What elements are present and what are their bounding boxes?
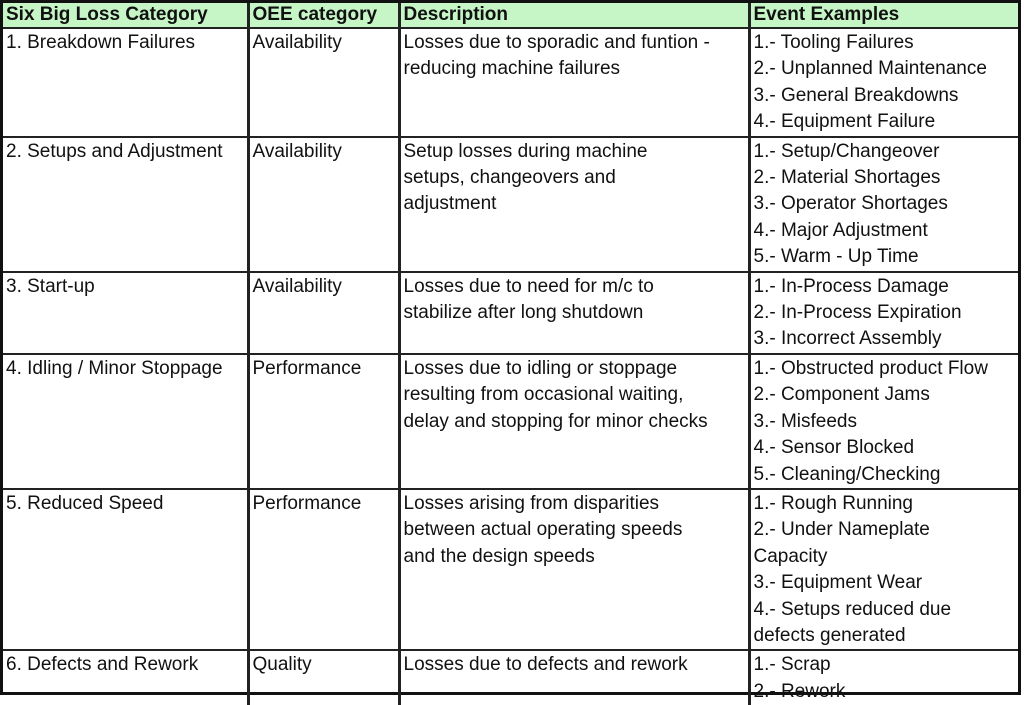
oee-category-cell: Performance	[248, 354, 399, 489]
event-example: 3.- Incorrect Assembly	[753, 328, 942, 350]
description-line: Losses due to idling or stoppage	[403, 357, 678, 379]
event-example: 1.- Rough Running	[753, 492, 913, 514]
event-example: 4.- Major Adjustment	[753, 219, 928, 241]
event-example: 5.- Cleaning/Checking	[753, 463, 941, 485]
header-six-big-loss-category: Six Big Loss Category	[3, 3, 248, 28]
event-example: 1.- Setup/Changeover	[753, 140, 940, 162]
loss-category-cell: 1. Breakdown Failures	[3, 28, 248, 137]
description-cell	[399, 137, 749, 272]
table-row	[3, 28, 1018, 137]
oee-category-cell: Availability	[248, 137, 399, 272]
oee-category-cell: Availability	[248, 272, 399, 354]
event-example: 5.- Warm - Up Time	[753, 246, 919, 268]
event-example: 1.- In-Process Damage	[753, 275, 949, 297]
event-example: 3.- Misfeeds	[753, 410, 857, 432]
event-example: 3.- Equipment Wear	[753, 572, 923, 594]
table-row	[3, 272, 1018, 354]
table-row	[3, 650, 1018, 705]
event-example: 1.- Obstructed product Flow	[753, 357, 988, 379]
header-oee-category: OEE category	[248, 3, 399, 28]
table-header-row	[3, 3, 1018, 28]
table-row	[3, 354, 1018, 489]
loss-category-cell: 5. Reduced Speed	[3, 489, 248, 650]
event-examples-cell	[749, 354, 1018, 489]
event-examples-cell	[749, 272, 1018, 354]
description-line: and the design speeds	[403, 545, 595, 567]
event-example: 2.- Unplanned Maintenance	[753, 58, 987, 80]
description-line: Setup losses during machine	[403, 140, 648, 162]
event-example: 1.- Scrap	[753, 654, 831, 676]
description-line: delay and stopping for minor checks	[403, 410, 708, 432]
oee-category-cell: Quality	[248, 650, 399, 705]
description-line: setups, changeovers and	[403, 167, 616, 189]
table-row	[3, 489, 1018, 650]
description-line: Losses due to need for m/c to	[403, 275, 654, 297]
six-big-losses-table	[3, 3, 1018, 705]
event-example: 4.- Equipment Failure	[753, 111, 936, 133]
description-cell	[399, 489, 749, 650]
header-description: Description	[399, 3, 749, 28]
description-cell	[399, 28, 749, 137]
description-cell	[399, 272, 749, 354]
description-cell	[399, 354, 749, 489]
description-line: adjustment	[403, 193, 497, 215]
description-cell	[399, 650, 749, 705]
description-line: between actual operating speeds	[403, 519, 683, 541]
event-examples-cell	[749, 489, 1018, 650]
description-line: resulting from occasional waiting,	[403, 384, 684, 406]
event-example: 3.- Operator Shortages	[753, 193, 948, 215]
oee-category-cell: Performance	[248, 489, 399, 650]
event-example: 2.- In-Process Expiration	[753, 302, 962, 324]
loss-category-cell: 3. Start-up	[3, 272, 248, 354]
loss-category-cell: 6. Defects and Rework	[3, 650, 248, 705]
event-example: 2.- Rework	[753, 680, 846, 702]
description-line: Losses due to defects and rework	[403, 654, 688, 676]
event-example: Capacity	[753, 545, 828, 567]
description-line: stabilize after long shutdown	[403, 302, 644, 324]
description-line: Losses due to sporadic and funtion -	[403, 32, 710, 53]
description-line: reducing machine failures	[403, 58, 621, 80]
event-example: 2.- Under Nameplate	[753, 519, 930, 541]
event-example: 2.- Material Shortages	[753, 167, 941, 189]
table-row	[3, 137, 1018, 272]
oee-category-cell: Availability	[248, 28, 399, 137]
description-line: Losses arising from disparities	[403, 492, 660, 514]
event-example: 3.- General Breakdowns	[753, 84, 959, 106]
event-example: 4.- Sensor Blocked	[753, 437, 915, 459]
event-examples-cell	[749, 137, 1018, 272]
loss-category-cell: 2. Setups and Adjustment	[3, 137, 248, 272]
header-event-examples: Event Examples	[749, 3, 1018, 28]
loss-category-cell: 4. Idling / Minor Stoppage	[3, 354, 248, 489]
event-example: 1.- Tooling Failures	[753, 32, 914, 53]
event-examples-cell	[749, 28, 1018, 137]
event-example: defects generated	[753, 624, 906, 646]
event-example: 2.- Component Jams	[753, 384, 930, 406]
event-example: 4.- Setups reduced due	[753, 598, 952, 620]
event-examples-cell	[749, 650, 1018, 705]
